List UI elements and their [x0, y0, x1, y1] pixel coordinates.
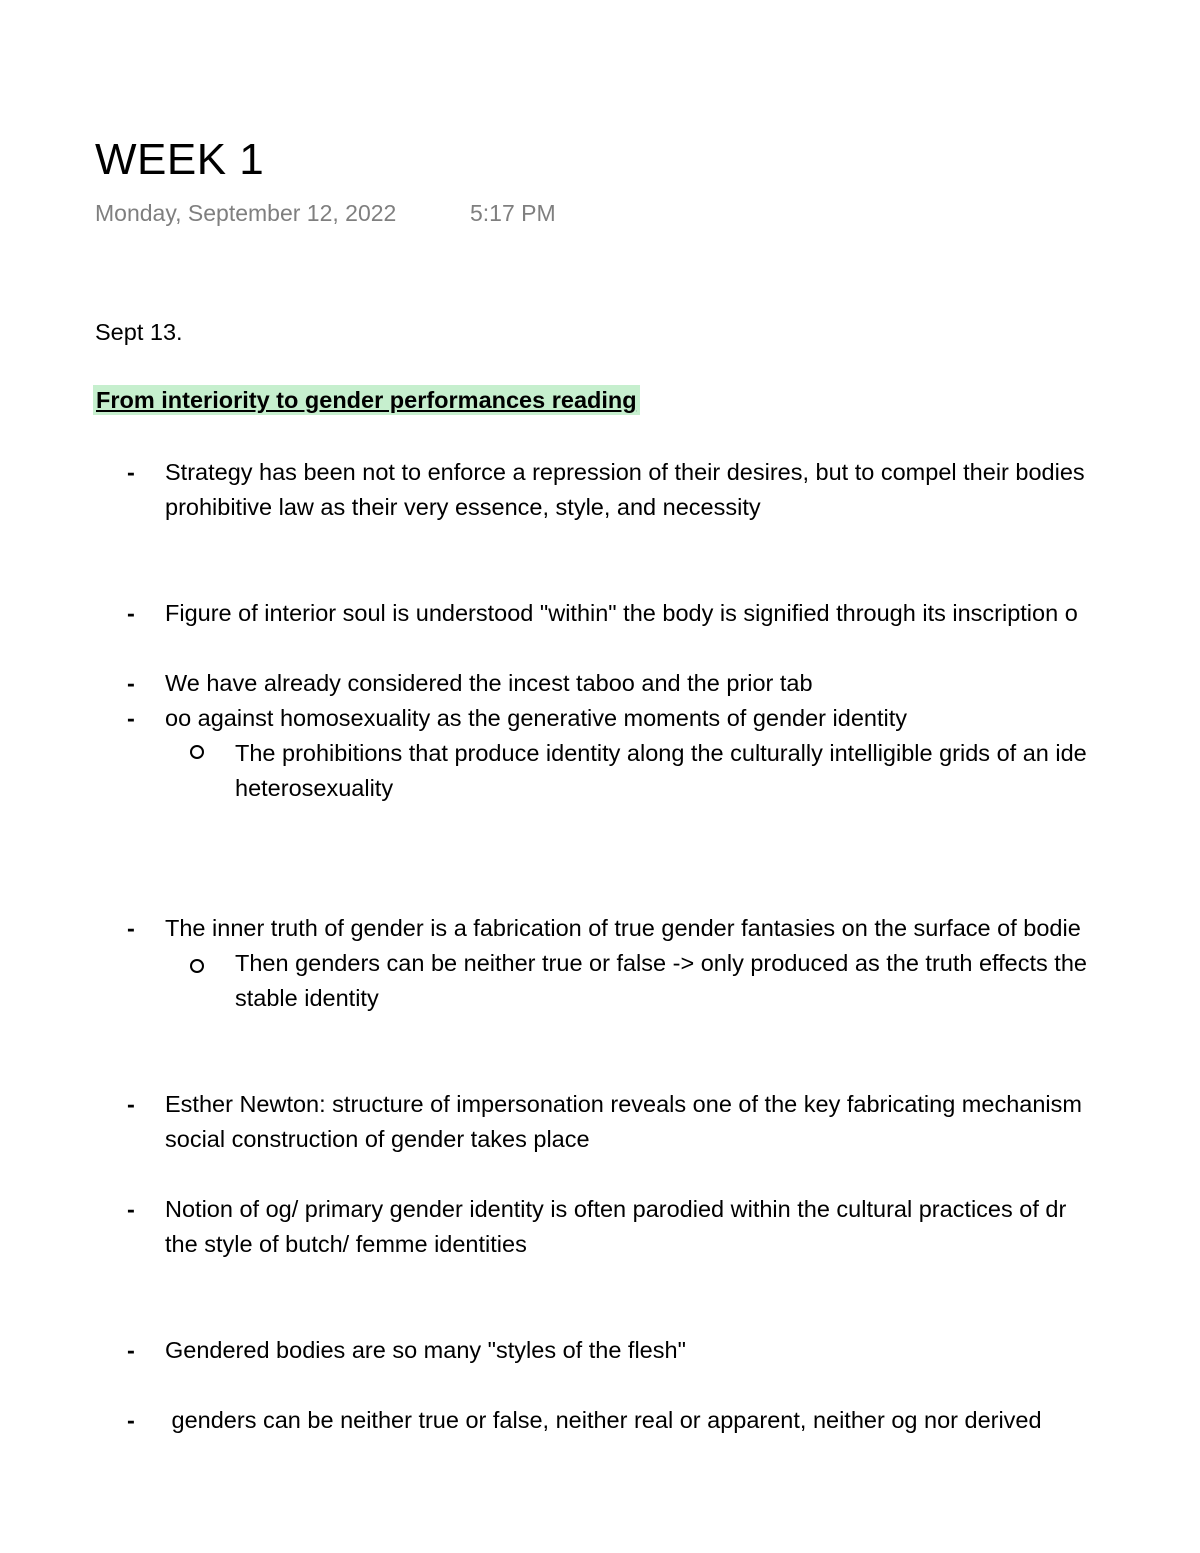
note-date: Monday, September 12, 2022	[95, 200, 397, 226]
bullet-dash: -	[127, 600, 135, 626]
list-item-continuation: prohibitive law as their very essence, style, and necessity	[165, 494, 761, 520]
note-time: 5:17 PM	[470, 200, 556, 226]
list-item: Strategy has been not to enforce a repression of their desires, but to compel their bodies	[165, 459, 1085, 485]
list-item: We have already considered the incest taboo and the prior tab	[165, 670, 813, 696]
sub-bullet-circle-icon	[190, 959, 204, 973]
bullet-dash: -	[127, 1407, 135, 1433]
section-date: Sept 13.	[95, 319, 183, 345]
bullet-dash: -	[127, 705, 135, 731]
sub-list-item-continuation: stable identity	[235, 985, 379, 1011]
bullet-dash: -	[127, 1091, 135, 1117]
bullet-dash: -	[127, 915, 135, 941]
sub-list-item-continuation: heterosexuality	[235, 775, 394, 801]
list-item: Esther Newton: structure of impersonation reveals one of the key fabricating mechanism	[165, 1091, 1082, 1117]
list-item: Gendered bodies are so many "styles of the flesh"	[165, 1337, 686, 1363]
sub-bullet-circle-icon	[190, 745, 204, 759]
list-item: genders can be neither true or false, neither real or apparent, neither og nor derived	[165, 1407, 1042, 1433]
bullet-dash: -	[127, 1337, 135, 1363]
sub-list-item: Then genders can be neither true or false -> only produced as the truth effects the	[235, 950, 1087, 976]
list-item: The inner truth of gender is a fabrication of true gender fantasies on the surface of bodie	[165, 915, 1081, 941]
list-item: Notion of og/ primary gender identity is often parodied within the cultural practices of dr	[165, 1196, 1067, 1222]
bullet-dash: -	[127, 670, 135, 696]
bullet-dash: -	[127, 1196, 135, 1222]
section-heading: From interiority to gender performances reading	[93, 385, 640, 415]
list-item: Figure of interior soul is understood "within" the body is signified through its inscription o	[165, 600, 1078, 626]
bullet-dash: -	[127, 459, 135, 485]
list-item-continuation: the style of butch/ femme identities	[165, 1231, 527, 1257]
list-item-continuation: social construction of gender takes place	[165, 1126, 590, 1152]
sub-list-item: The prohibitions that produce identity along the culturally intelligible grids of an ide	[235, 740, 1087, 766]
list-item: oo against homosexuality as the generative moments of gender identity	[165, 705, 907, 731]
page-title: WEEK 1	[95, 135, 265, 184]
